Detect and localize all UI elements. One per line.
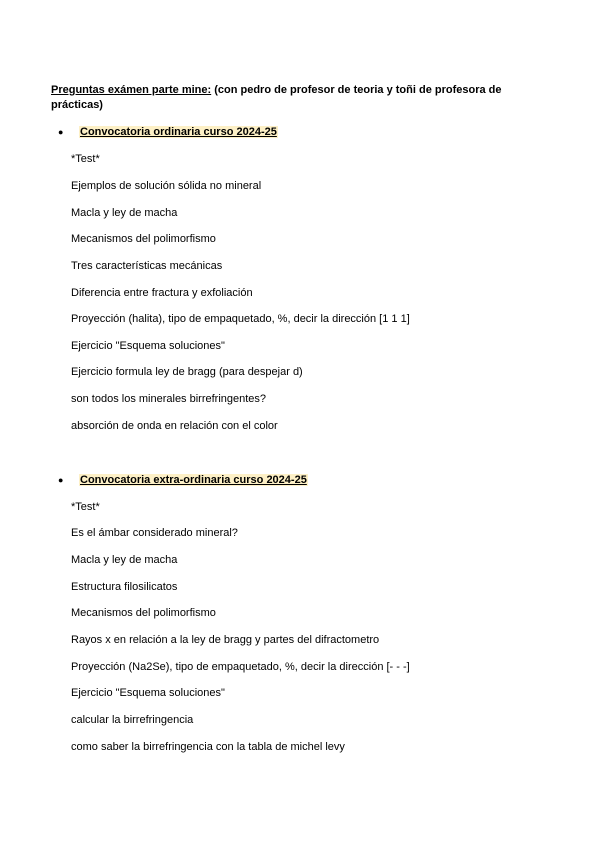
section-heading-ordinaria xyxy=(58,124,278,140)
list-item: Mecanismos del polimorfismo xyxy=(71,607,216,619)
document-heading xyxy=(51,83,521,113)
list-item: como saber la birrefringencia con la tabla de michel levy xyxy=(71,741,345,753)
list-item: *Test* xyxy=(71,501,100,513)
list-item: son todos los minerales birrefringentes? xyxy=(71,393,267,405)
list-item: Es el ámbar considerado mineral? xyxy=(71,527,238,539)
list-item: Ejercicio formula ley de bragg (para despejar d) xyxy=(71,366,303,378)
heading-title: Preguntas exámen parte mine: xyxy=(51,84,212,96)
list-item: Macla y ley de macha xyxy=(71,554,178,566)
list-item: Macla y ley de macha xyxy=(71,207,178,219)
list-item: Estructura filosilicatos xyxy=(71,581,178,593)
bullet-icon: ● xyxy=(58,127,64,137)
section-heading-extraordinaria xyxy=(58,472,308,488)
list-item: Mecanismos del polimorfismo xyxy=(71,233,216,245)
list-item: Ejercicio "Esquema soluciones" xyxy=(71,340,225,352)
list-item: *Test* xyxy=(71,153,100,165)
section-title: Convocatoria extra-ordinaria curso 2024-25 xyxy=(80,474,307,486)
bullet-icon: ● xyxy=(58,475,64,485)
list-item: Proyección (halita), tipo de empaquetado, %, decir la dirección [1 1 1] xyxy=(71,313,410,325)
section-title: Convocatoria ordinaria curso 2024-25 xyxy=(80,126,277,138)
list-item: calcular la birrefringencia xyxy=(71,714,194,726)
list-item: Tres características mecánicas xyxy=(71,260,223,272)
heading-subtitle: (con pedro de profesor de teoria y toñi de profesora de prácticas) xyxy=(51,84,502,111)
list-item: Proyección (Na2Se), tipo de empaquetado, %, decir la dirección [- - -] xyxy=(71,661,410,673)
list-item: Rayos x en relación a la ley de bragg y partes del difractometro xyxy=(71,634,380,646)
list-item: absorción de onda en relación con el color xyxy=(71,420,278,432)
list-item: Ejercicio "Esquema soluciones" xyxy=(71,687,225,699)
list-item: Ejemplos de solución sólida no mineral xyxy=(71,180,262,192)
list-item: Diferencia entre fractura y exfoliación xyxy=(71,287,253,299)
